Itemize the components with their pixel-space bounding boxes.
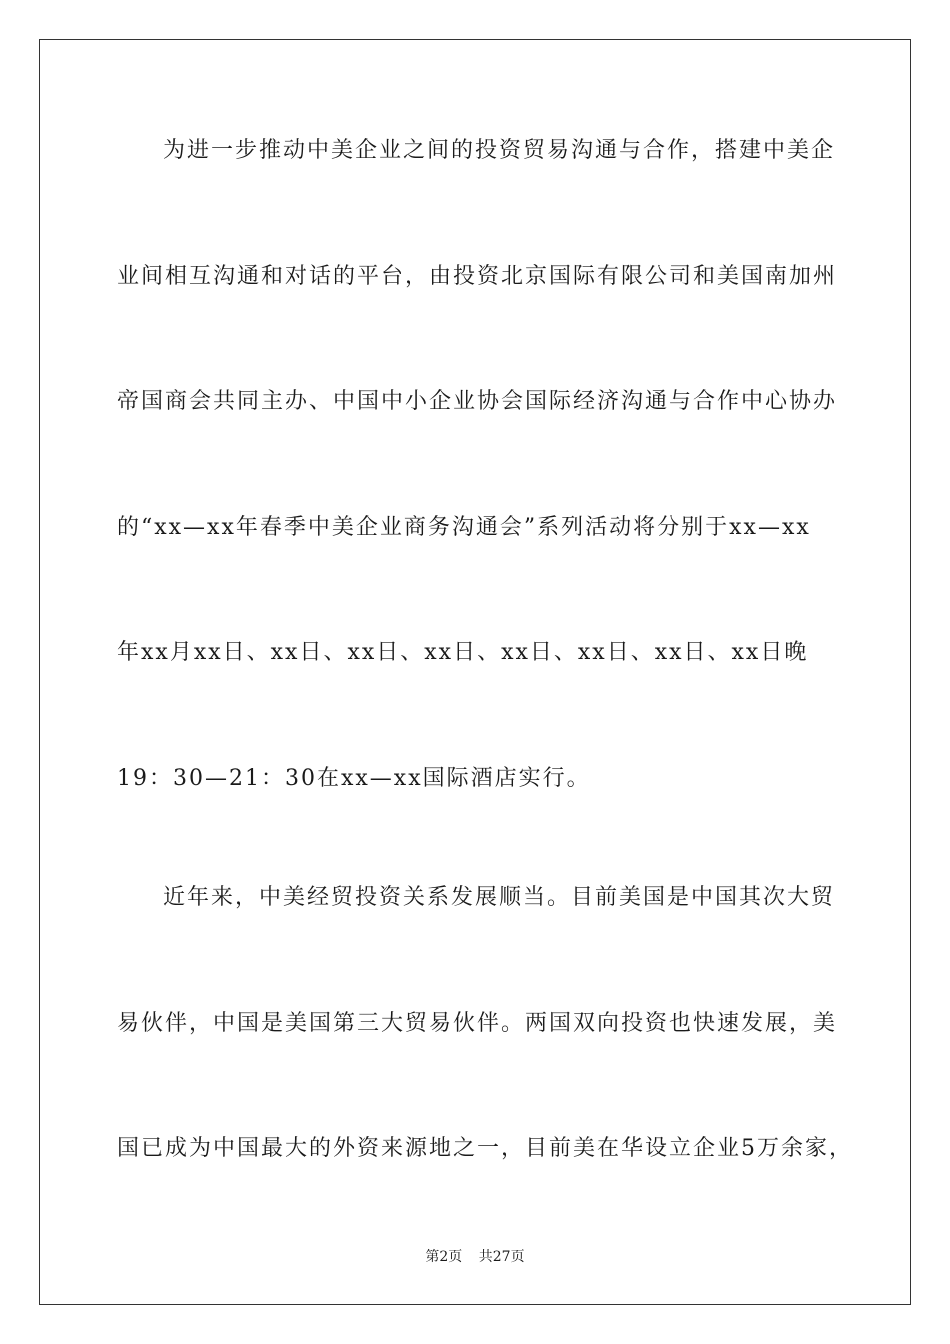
paragraph-1-line-3: 帝国商会共同主办、中国中小企业协会国际经济沟通与合作中心协办 — [117, 389, 838, 414]
paragraph-1-line-2: 业间相互沟通和对话的平台，由投资北京国际有限公司和美国南加州 — [117, 264, 838, 289]
page-number: 第2页 — [425, 1249, 463, 1265]
paragraph-2-line-1: 近年来，中美经贸投资关系发展顺当。目前美国是中国其次大贸 — [163, 885, 836, 910]
page-total: 共27页 — [478, 1249, 525, 1265]
page-border — [39, 39, 911, 1305]
paragraph-1-line-6: 19：30—21：30在xx—xx国际酒店实行。 — [117, 766, 591, 791]
page-footer — [0, 1246, 950, 1266]
paragraph-1-line-5: 年xx月xx日、xx日、xx日、xx日、xx日、xx日、xx日、xx日晚 — [117, 640, 809, 665]
paragraph-1-line-1: 为进一步推动中美企业之间的投资贸易沟通与合作，搭建中美企 — [163, 138, 836, 163]
paragraph-2-line-2: 易伙伴，中国是美国第三大贸易伙伴。两国双向投资也快速发展，美 — [117, 1011, 838, 1036]
paragraph-1-line-4: 的“xx—xx年春季中美企业商务沟通会”系列活动将分别于xx—xx — [117, 515, 811, 540]
paragraph-2-line-3: 国已成为中国最大的外资来源地之一，目前美在华设立企业5万余家， — [117, 1136, 853, 1161]
